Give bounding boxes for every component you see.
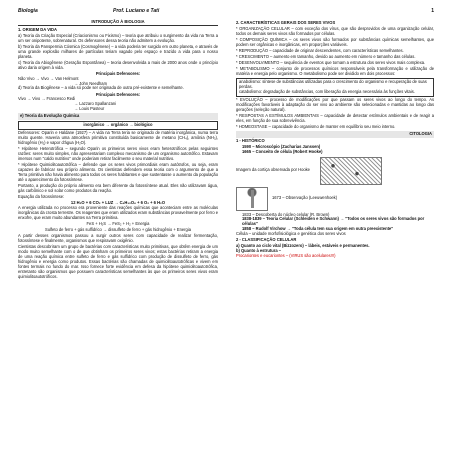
history-item: 1833 – Descoberta do núcleo celular (R. Brown)	[242, 211, 330, 217]
header-subject: Biologia	[18, 8, 38, 14]
paragraph: Defensores: Oparin e Haldane (1927) – A vida na Terra teria se originado de matéria inorgânica, numa terra muito quente. Haveria uma atmosfera primitiva constituída basicamente de metano (CH₄), amônia (NH₃), hidrogênio (H₂) e vapor d'água (H₂O).	[18, 129, 218, 145]
header-teacher: Prof. Luciano e Tati	[113, 8, 160, 14]
catabolism-text: catabolismo: degradação de substâncias, com liberação da energia necessária às funções vitais.	[239, 89, 415, 94]
classification-item: a) Quanto ao ciclo vital (Bizzozero) – lábeis, estáveis e permanentes.	[236, 243, 370, 249]
paragraph: * RESPOSTAS A ESTÍMULOS AMBIENTAIS – capacidade de detectar estímulos ambientais e de reagir a eles, em função de sua sobrevivência.	[236, 112, 434, 123]
history-item: 1673 – Observação (Leeuwenhoek)	[272, 195, 338, 201]
cork-cells-image	[320, 157, 382, 185]
classification-item: b) Quanto à estrutura –	[236, 248, 282, 254]
paragraph: * COMPOSIÇÃO QUÍMICA – os seres vivos são formados por substâncias químicas semelhantes, que podem ser orgânicas e inorgânicas, em proporções variáveis.	[236, 36, 434, 47]
paragraph: * METABOLISMO – conjunto de processos químicos responsáveis pela transformação e utilização de matéria e energia pelo organismo. O metabolismo pode ser dividido em dois processos:	[236, 66, 434, 77]
paragraph: * Hipótese Heterotrófica – segundo Oparin os primeiros seres vivos eram heterotróficos pelas seguintes razões: seres muito simples, não apresentariam complexo mecanismo de um organismo autotrófico. Estavam imersos num "caldo nutritivo" onde poderiam retirar facilmente o seu material nutritivo.	[18, 145, 218, 161]
paragraph: * ORGANIZAÇÃO CELULAR – com exceção dos vírus, que são desprovidos de uma organização celular, todos os demais seres vivos são formados por células.	[236, 25, 434, 36]
equation-label: Equação da fotossíntese:	[18, 193, 65, 199]
microscope-figure	[236, 187, 434, 211]
history-item: 1858 – Rudolf Virchow → "Toda célula tem sua origem em outra preexistente"	[242, 226, 394, 232]
paragraph: * CRESCIMENTO – aumento em tamanho, devido ao aumento em número e tamanho das células.	[236, 54, 416, 59]
subheading: 1 - HISTÓRICO	[236, 137, 265, 143]
subheading: Principais Defensores:	[95, 70, 141, 76]
defender-line: → John Needham	[74, 80, 107, 86]
paragraph: A partir desses organismos passou a surgir outros seres com capacidade de realizar fermentação, fotossíntese e finalmente, organismos que respiravam oxigênio.	[18, 233, 218, 244]
equation: FeS + H₂S → FeS₂ + H₂ + Energia	[86, 221, 150, 227]
metabolism-box	[236, 78, 434, 97]
page-header	[18, 8, 434, 18]
cork-figure	[236, 157, 434, 185]
paragraph: Célula – unidade morfofisiológica e genética dos seres vivos	[236, 231, 346, 237]
paragraph: b) Teoria da Panspermia Cósmica (Cosmogênese) – a vida poderia ter surgido em outro planeta, e através de uma grande explosão milhares de partículas teriam vagado pelo espaço e trazido a vida para o nosso planeta.	[18, 43, 218, 59]
defender-line: → Louis Pasteur	[74, 106, 105, 112]
paragraph: Cientistas descobriram um grupo de bactérias com características muito primitivas, que obtêm energia de um modo muito semelhante com o de que obtinham os primeiros seres vivos; estas bactérias retiram a energia de uma reação química entre sulfeto de ferro e gás sulfídrico com produção de dissulfeto de ferro, gás hidrogênio e energia como produtos. Essas bactérias são chamadas de quimiolitoautotróficas e vivem em fontes termais no fundo do mar. Isso fornece forte evidência em defesa da hipótese quimiolitoautotrófica, entretanto são organismos que possuem características semelhantes às que os primeiros seres vivos eram quimiolitoautotróficos.	[18, 244, 218, 279]
paragraph: A energia utilizada no processo era proveniente das reações químicas que aconteciam entre as moléculas inorgânicas da crosta terrestre. Os reagentes que eram utilizados eram substâncias provavelmente por ferro e enxofre, que eram muito abundantes na Terra primitiva.	[18, 205, 219, 221]
footnote: Procariontes e eucariontes – (VIRUS são acelulares!!!)	[236, 252, 336, 258]
section-heading: 2. CARACTERÍSTICAS GERAIS DOS SERES VIVOS	[236, 20, 336, 25]
paragraph: Portanto, a produção do próprio alimento era bem diferente da fotossíntese atual. Eles não utilizavam água, gás carbônico e sol solar como produtos da reação.	[18, 182, 218, 193]
paragraph: c) Teoria da Abiogênese (Geração Espontânea) – teoria desenvolvida a mais de 2000 anos onde o princípio ativo daria origem à vida.	[18, 59, 218, 70]
history-item: 1590 – Microscópio (Zacharias Janssen)	[242, 143, 321, 149]
paragraph: * HOMEOSTASE – capacidade do organismo de manter em equilíbrio seu meio interno.	[236, 123, 396, 129]
history-item: 1665 – Conceito de célula (Robert Hooke)	[242, 148, 323, 154]
subheading: Principais Defensores:	[95, 91, 141, 97]
left-column	[18, 20, 218, 281]
paragraph: * DESENVOLVIMENTO – sequência de eventos que tornam a estrutura dos seres vivos mais complexa.	[236, 60, 426, 66]
paragraph: * Hipótese Quimiolitoautotrófica – defende que os seres vivos primordiais eram autótrofos, ou seja, eram capazes de fabricar seu próprio alimento. Os cientistas defendem essa teoria com o argumento de que a Terra primitiva não havia alimento para todos os seres habitantes e que sustentasse o aumento da população até o aparecimento da fotossíntese.	[18, 161, 218, 182]
anabolism-text: anabolismo: síntese de substâncias utilizadas para o crescimento do organismo e recuperação de suas perdas.	[239, 79, 427, 90]
defender-line: Vivo → Vivo → Francesco Redi	[18, 96, 76, 102]
right-column	[236, 20, 434, 259]
defender-line: Não Vivo → Vivo → Van Helmont	[18, 75, 79, 81]
section-heading: 1. ORIGEM DA VIDA	[18, 26, 57, 32]
microscope-icon	[236, 187, 268, 211]
paragraph: a) Teoria da Criação Especial (Criacionismo ou Fixismo) – teoria que atribuiu o surgimento da vida na Terra a um ser onipotente, sobrenatural. Os defensores dessa teoria não admitem a evolução.	[18, 32, 218, 43]
history-item: 1838-1839 – Teoria Celular (Schleiden e Schwann) → "Todos os seres vivos são formados por células"	[242, 216, 425, 227]
equation-caption: Sulfeto de ferro + gás sulfídrico → dissulfeto de ferro + gás hidrogênio + Energia	[45, 227, 191, 233]
section-bar: e) Teoria da Evolução Química	[18, 113, 218, 120]
section-heading: 2 - CLASSIFICAÇÃO CELULAR	[236, 237, 297, 243]
evolution-box: inorgânico → orgânico → biológico	[18, 121, 218, 130]
paragraph: d) Teoria da Biogênese – a vida só pode ser originada de outra pré-existente e semelhante.	[18, 85, 184, 91]
header-page-number: 1	[431, 8, 434, 14]
defender-line: → Lazzaro Spallanzani	[74, 101, 117, 107]
section-title-bar: INTRODUÇÃO À BIOLOGIA	[18, 20, 218, 26]
equation: 12 H₂O + 6 CO₂ + LUZ → C₆H₁₂O₆ + 6 O₂ + 6 H₂O	[70, 199, 166, 205]
figure-caption: Imagem da cortiça observada por Hooke	[236, 167, 310, 173]
paragraph: * REPRODUÇÃO – capacidade de originar descendentes, com características semelhantes.	[236, 47, 404, 53]
section-bar: CITOLOGIA	[236, 131, 434, 138]
paragraph: * EVOLUÇÃO – processo de modificações por que passam os seres vivos ao longo do tempo. As modificações favoráveis à adaptação do ser vivo ao ambiente são selecionadas e mantidas ao longo das gerações (seleção natural).	[236, 96, 434, 112]
